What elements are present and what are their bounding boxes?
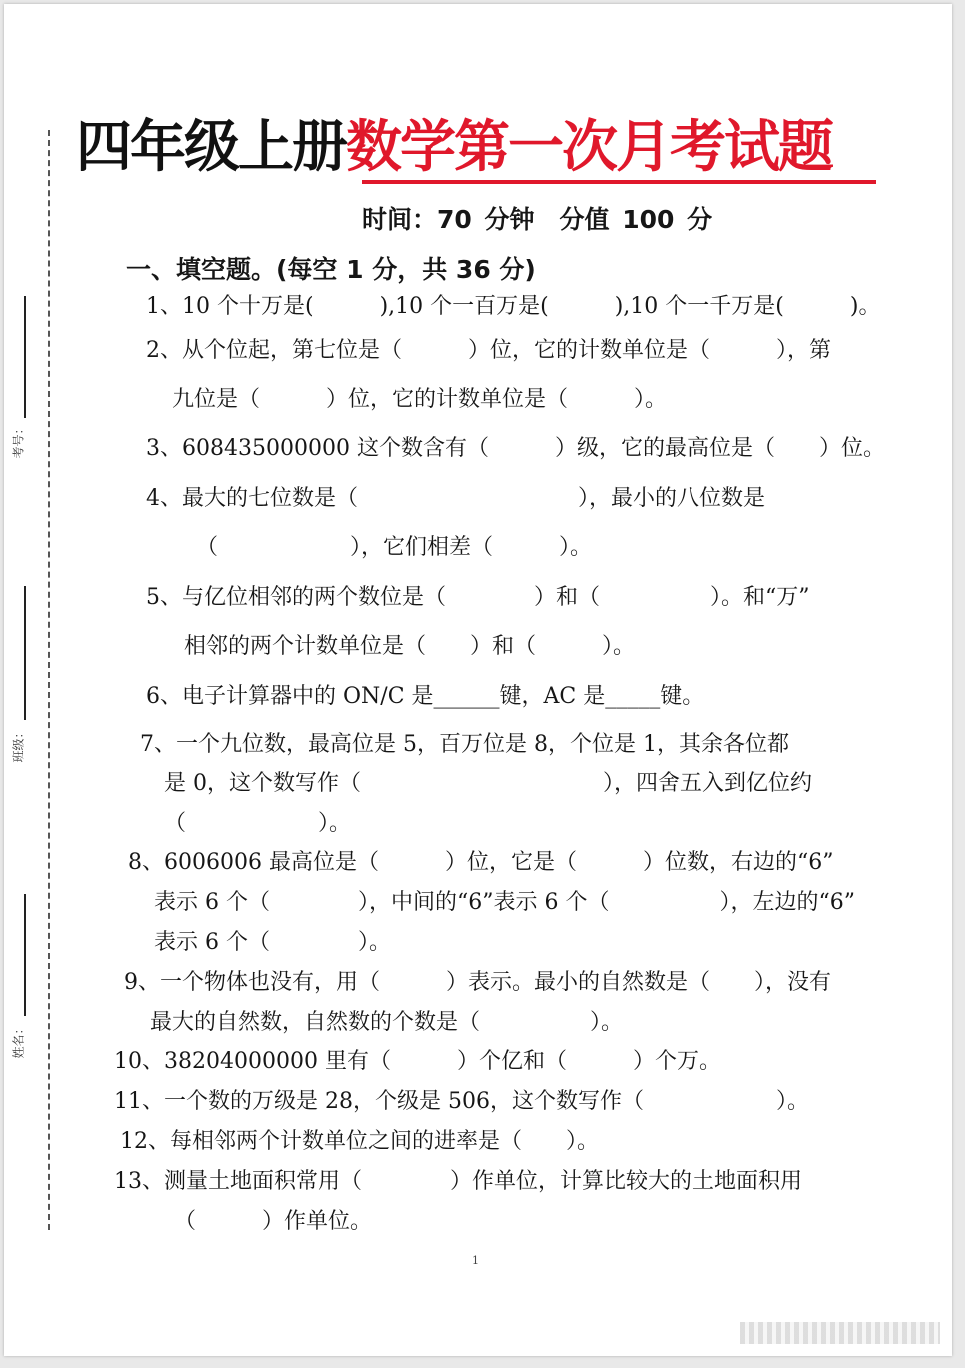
name-blank[interactable] xyxy=(24,894,26,1016)
question-line: 最大的自然数，自然数的个数是（ ）。 xyxy=(150,1010,624,1035)
title-grade: 四年级上册 xyxy=(76,115,346,180)
question-line: 8、6006006 最高位是（ ）位，它是（ ）位数，右边的“6” xyxy=(128,850,834,875)
question-line: 是 0，这个数写作（ ），四舍五入到亿位约 xyxy=(164,771,812,796)
question-line: 表示 6 个（ ），中间的“6”表示 6 个（ ），左边的“6” xyxy=(154,890,855,915)
question-line: 10、38204000000 里有（ ）个亿和（ ）个万。 xyxy=(114,1049,721,1074)
question-line: 4、最大的七位数是（ ），最小的八位数是 xyxy=(146,486,765,511)
question-line: 11、一个数的万级是 28，个级是 506，这个数写作（ ）。 xyxy=(114,1089,809,1114)
question-line: 相邻的两个计数单位是（ ）和（ ）。 xyxy=(184,634,636,659)
exam-number-blank[interactable] xyxy=(24,296,26,418)
question-line: 1、10 个十万是( ),10 个一百万是( ),10 个一千万是( )。 xyxy=(146,294,881,319)
exam-page xyxy=(4,4,952,1356)
question-line: 7、一个九位数，最高位是 5，百万位是 8，个位是 1，其余各位都 xyxy=(140,732,789,757)
question-line: 3、608435000000 这个数含有（ ）级，它的最高位是（ ）位。 xyxy=(146,436,885,461)
question-line: （ ），它们相差（ ）。 xyxy=(196,535,593,560)
question-line: 5、与亿位相邻的两个数位是（ ）和（ ）。和“万” xyxy=(146,585,810,610)
binding-dashed-line xyxy=(48,130,50,1230)
question-line: （ ）作单位。 xyxy=(174,1209,373,1234)
question-line: 9、一个物体也没有，用（ ）表示。最小的自然数是（ ），没有 xyxy=(124,970,831,995)
question-line: 6、电子计算器中的 ON/C 是______键，AC 是_____键。 xyxy=(146,684,705,709)
name-label: 姓名： xyxy=(11,1022,26,1059)
question-line: 表示 6 个（ ）。 xyxy=(154,930,391,955)
title-underline xyxy=(362,180,876,184)
page-title xyxy=(76,112,832,184)
question-line: 2、从个位起，第七位是（ ）位，它的计数单位是（ ），第 xyxy=(146,338,831,363)
question-line: 九位是（ ）位，它的计数单位是（ ）。 xyxy=(172,387,668,412)
exam-number-label: 考号： xyxy=(11,422,26,459)
question-line: 12、每相邻两个计数单位之间的进率是（ ）。 xyxy=(120,1129,599,1154)
question-line: （ ）。 xyxy=(164,811,352,836)
class-label: 班级： xyxy=(11,726,26,763)
exam-time-score: 时间：70 分钟 分值 100 分 xyxy=(362,205,713,234)
class-blank[interactable] xyxy=(24,586,26,720)
page-number: 1 xyxy=(472,1254,479,1267)
watermark-icon xyxy=(740,1322,940,1344)
question-line: 13、测量土地面积常用（ ）作单位，计算比较大的土地面积用 xyxy=(114,1169,802,1194)
section-title-fill-blanks: 一、填空题。(每空 1 分，共 36 分) xyxy=(126,255,536,284)
title-exam: 数学第一次月考试题 xyxy=(346,115,832,180)
